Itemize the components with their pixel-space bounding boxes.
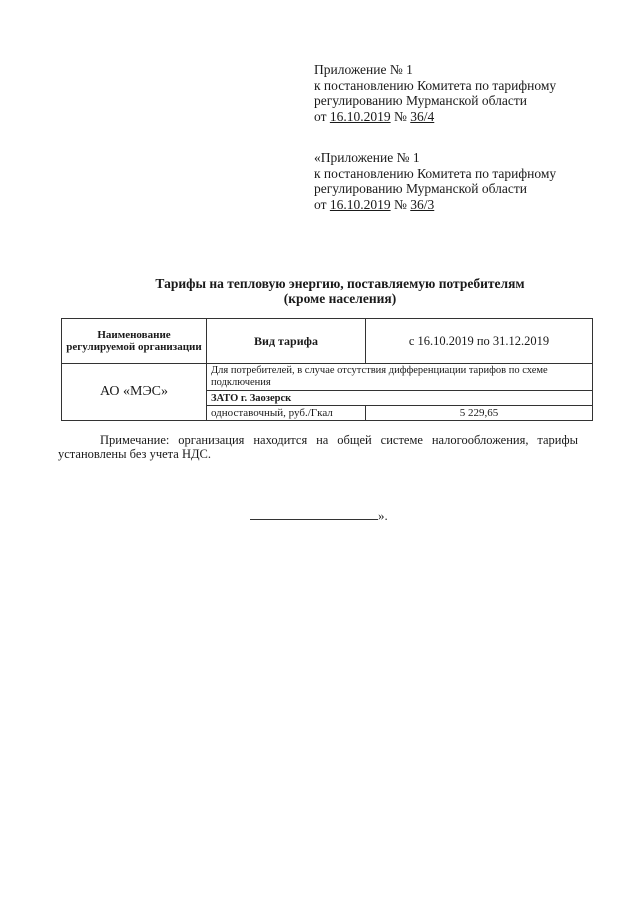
closing-signature-line bbox=[250, 508, 388, 524]
header-organization: Наименование регулируемой организации bbox=[62, 319, 207, 364]
resolution-date: 16.10.2019 bbox=[329, 108, 391, 124]
appendix-header-2 bbox=[314, 150, 556, 212]
appendix-date-line bbox=[314, 197, 556, 213]
appendix-date-line bbox=[314, 109, 556, 125]
tariff-price: 5 229,65 bbox=[366, 406, 593, 421]
tariff-unit: одноставочный, руб./Гкал bbox=[207, 406, 366, 421]
date-prefix: от bbox=[314, 196, 327, 212]
title-line: (кроме населения) bbox=[283, 291, 397, 306]
table-header-row bbox=[62, 319, 593, 364]
number-prefix: № bbox=[393, 196, 407, 212]
appendix-line: к постановлению Комитета по тарифному bbox=[314, 77, 557, 93]
appendix-header-1 bbox=[314, 62, 556, 124]
number-prefix: № bbox=[393, 108, 407, 124]
resolution-number: 36/4 bbox=[410, 108, 435, 124]
appendix-title: Приложение № 1 bbox=[314, 62, 413, 77]
appendix-line: к постановлению Комитета по тарифному bbox=[314, 165, 557, 181]
header-tariff-type: Вид тарифа bbox=[207, 319, 366, 364]
header-period: с 16.10.2019 по 31.12.2019 bbox=[366, 319, 593, 364]
date-prefix: от bbox=[314, 108, 327, 124]
title-line: Тарифы на тепловую энергию, поставляемую потребителям bbox=[155, 276, 525, 291]
signature-underline bbox=[250, 509, 378, 520]
closing-quote: ». bbox=[378, 508, 388, 523]
appendix-line: регулированию Мурманской области bbox=[314, 181, 527, 196]
territory-name: ЗАТО г. Заозерск bbox=[207, 391, 593, 406]
appendix-line: регулированию Мурманской области bbox=[314, 93, 527, 108]
note-text: Примечание: организация находится на общей системе налогообложения, тарифы установлены без учета НДС. bbox=[58, 433, 578, 461]
organization-name: АО «МЭС» bbox=[62, 364, 207, 421]
tariff-table bbox=[61, 318, 593, 421]
resolution-number: 36/3 bbox=[410, 196, 435, 212]
table-row bbox=[62, 364, 593, 391]
resolution-date: 16.10.2019 bbox=[329, 196, 391, 212]
document-title bbox=[80, 276, 600, 306]
tariff-description: Для потребителей, в случае отсутствия дифференциации тарифов по схеме подключения bbox=[207, 364, 593, 391]
appendix-title: «Приложение № 1 bbox=[314, 150, 420, 165]
